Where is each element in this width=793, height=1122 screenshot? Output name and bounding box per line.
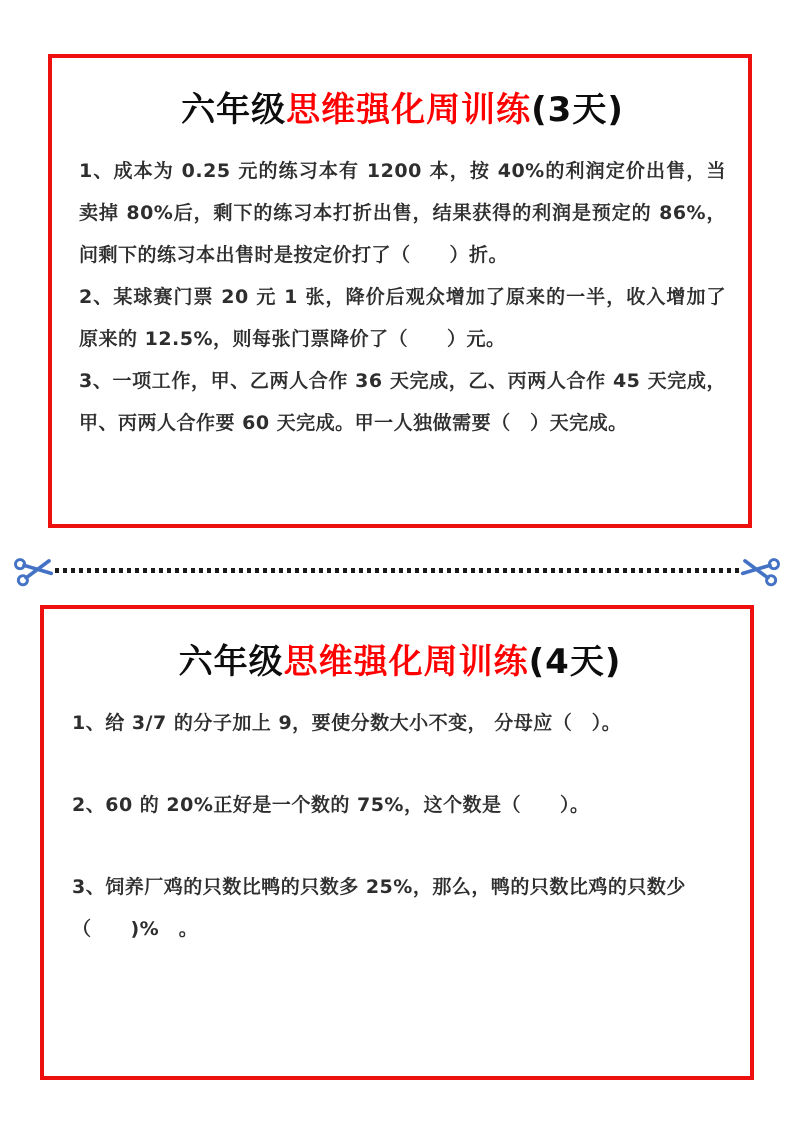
title-day-text: (4天)	[528, 642, 622, 682]
dotted-cut-line	[55, 568, 739, 573]
title-grade-text: 六年级	[181, 90, 287, 130]
problem-text: 1、成本为 0.25 元的练习本有 1200 本，按 40%的利润定价出售，当卖掉 80%后，剩下的练习本打折出售，结果获得的利润是预定的 86%，问剩下的练习本出售时是按定价打了（ ）折。	[79, 160, 726, 266]
worksheet-card-day3	[48, 54, 752, 528]
problem-text: 1、给 3/7 的分子加上 9，要使分数大小不变， 分母应（ ）。	[72, 712, 622, 734]
worksheet-title	[79, 88, 726, 132]
title-highlight-text: 思维强化周训练	[283, 642, 529, 682]
title-highlight-text: 思维强化周训练	[286, 90, 532, 130]
cut-line	[14, 548, 780, 592]
problem-text: 3、饲养厂鸡的只数比鸭的只数多 25%，那么，鸭的只数比鸡的只数少（ )% 。	[72, 876, 686, 940]
title-day-text: (3天)	[531, 90, 624, 130]
worksheet-title	[72, 640, 728, 684]
scissors-icon	[737, 550, 782, 590]
title-grade-text: 六年级	[178, 642, 284, 682]
scissors-icon	[11, 550, 56, 590]
problem-text: 3、一项工作，甲、乙两人合作 36 天完成，乙、丙两人合作 45 天完成，甲、丙两人合作要 60 天完成。甲一人独做需要（ ）天完成。	[79, 370, 726, 434]
problem-text: 2、60 的 20%正好是一个数的 75%，这个数是（ ）。	[72, 794, 590, 816]
worksheet-card-day4	[40, 605, 754, 1080]
problem-text: 2、某球赛门票 20 元 1 张，降价后观众增加了原来的一半，收入增加了原来的 12.5%，则每张门票降价了（ ）元。	[79, 286, 726, 350]
